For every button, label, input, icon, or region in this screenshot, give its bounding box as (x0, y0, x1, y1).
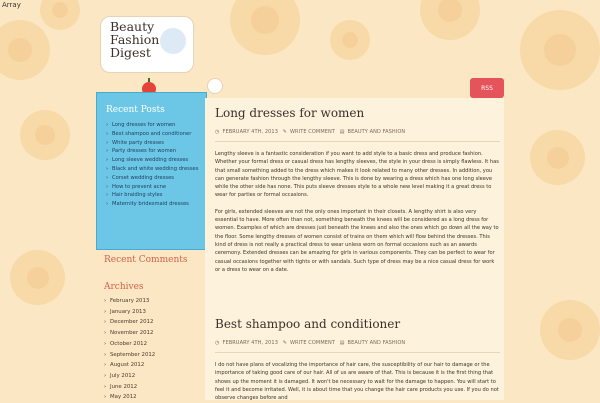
clock-icon: ◷ (215, 129, 220, 135)
archives-title: Archives (104, 282, 144, 292)
divider (215, 352, 500, 353)
background-flower (420, 0, 480, 40)
post-title[interactable]: Best shampoo and conditioner (215, 317, 401, 331)
background-flower (520, 10, 600, 90)
archive-link[interactable]: › October 2012 (110, 339, 200, 350)
background-flower (10, 250, 65, 305)
archive-link[interactable]: › September 2012 (110, 350, 200, 361)
archive-link[interactable]: › June 2012 (110, 382, 200, 393)
write-comment-link[interactable]: WRITE COMMENT (290, 129, 336, 135)
recent-posts-list (112, 122, 202, 210)
archive-link[interactable]: › August 2012 (110, 360, 200, 371)
folder-icon: ▤ (339, 340, 345, 346)
recent-post-link[interactable]: › Best shampoo and conditioner (112, 131, 202, 138)
post-paragraph: Lengthy sleeve is a fantastic consideration if you want to add style to a basic dress and produce fashion. Whether your formal dress or casual dress has lengthy sleeves, the style in your dress is simply flawless. It has that small something added to the dress which makes it look related to many other dresses. In addition, you can generate fashion through the lengthy sleeve. This is done by wearing a dress which has one long sleeve while the other side has none. This puts sleeve dresses style to a whole new level making it a great dress to wear for parties or formal occasions. (215, 151, 499, 199)
recent-post-link[interactable]: › How to prevent acne (112, 184, 202, 191)
post-date: FEBRUARY 4TH, 2013 (222, 129, 278, 135)
logo-line-1: Beauty (110, 19, 155, 34)
post-category-link[interactable]: BEAUTY AND FASHION (347, 340, 406, 346)
archive-link[interactable]: › May 2012 (110, 392, 200, 403)
recent-post-link[interactable]: › Black and white wedding dresses (112, 166, 202, 173)
clock-icon: ◷ (215, 340, 220, 346)
main-content (205, 98, 504, 400)
background-flower (0, 20, 50, 80)
folder-icon: ▤ (339, 129, 345, 135)
recent-posts-widget (96, 92, 207, 250)
post-title[interactable]: Long dresses for women (215, 106, 365, 120)
recent-post-link[interactable]: › Long dresses for women (112, 122, 202, 129)
comment-icon: ✎ (282, 340, 287, 346)
recent-post-link[interactable]: › Hair braiding styles (112, 192, 202, 199)
background-flower (530, 130, 585, 185)
recent-post-link[interactable]: › White party dresses (112, 140, 202, 147)
background-flower (40, 0, 80, 30)
background-flower (330, 20, 370, 60)
post-meta (215, 129, 500, 135)
logo-line-3: Digest (110, 45, 151, 60)
post-paragraph: I do not have plans of vocalizing the importance of hair care, the susceptibility of our hair to damage or the importance of taking good care of our hair. All of us are aware of that. This is because it is the first thing that shows up the moment it is damaged. It won't be necessary to wait for the damage to happen. You will start to feel it and become irritated. Well, it is about time that you change the hair care products you use. If you do not observe changes before and (215, 362, 499, 400)
logo-line-2: Fashion (110, 32, 160, 47)
archives-list (110, 296, 200, 403)
background-flower (230, 0, 300, 55)
post-article (215, 106, 500, 274)
archive-link[interactable]: › July 2012 (110, 371, 200, 382)
background-flower (20, 110, 70, 160)
write-comment-link[interactable]: WRITE COMMENT (290, 340, 336, 346)
recent-posts-title: Recent Posts (106, 105, 165, 115)
background-flower (540, 300, 600, 360)
sidebar (96, 92, 205, 400)
archive-link[interactable]: › November 2012 (110, 328, 200, 339)
recent-post-link[interactable]: › Maternity bridesmaid dresses (112, 201, 202, 208)
debug-array-text: Array (2, 1, 21, 9)
post-category-link[interactable]: BEAUTY AND FASHION (347, 129, 406, 135)
site-logo[interactable] (110, 20, 190, 59)
archive-link[interactable]: › February 2013 (110, 296, 200, 307)
post-date: FEBRUARY 4TH, 2013 (222, 340, 278, 346)
recent-post-link[interactable]: › Corset wedding dresses (112, 175, 202, 182)
archive-link[interactable]: › December 2012 (110, 317, 200, 328)
post-article (215, 317, 500, 400)
archive-link[interactable]: › January 2013 (110, 307, 200, 318)
speech-bubble-icon (207, 78, 223, 94)
recent-post-link[interactable]: › Long sleeve wedding dresses (112, 157, 202, 164)
post-paragraph: For girls, extended sleeves are not the only ones important in their closets. A lengthy shirt is also very essential to have. More often than not, something beneath the knees will be considered as a long dress for women. Examples of which are dresses just beneath the knees and also the ones which go down all the way to the floor. Some lengthy dresses of women consist of trains on them which will flow behind the dresses. This kind of dress is not really a practical dress to wear unless worn on formal occasions such as an awards ceremony. Extended dresses can be amazing for girls in various components. They can be perfect to wear for casual occasions together with tights or with sandals. Such type of dress may be a nice casual dress for work or a dress to wear on a date. (215, 208, 499, 273)
recent-comments-title: Recent Comments (104, 255, 188, 265)
divider (215, 141, 500, 142)
post-meta (215, 340, 500, 346)
recent-post-link[interactable]: › Party dresses for women (112, 148, 202, 155)
comment-icon: ✎ (282, 129, 287, 135)
rss-button[interactable]: RSS (470, 78, 504, 98)
